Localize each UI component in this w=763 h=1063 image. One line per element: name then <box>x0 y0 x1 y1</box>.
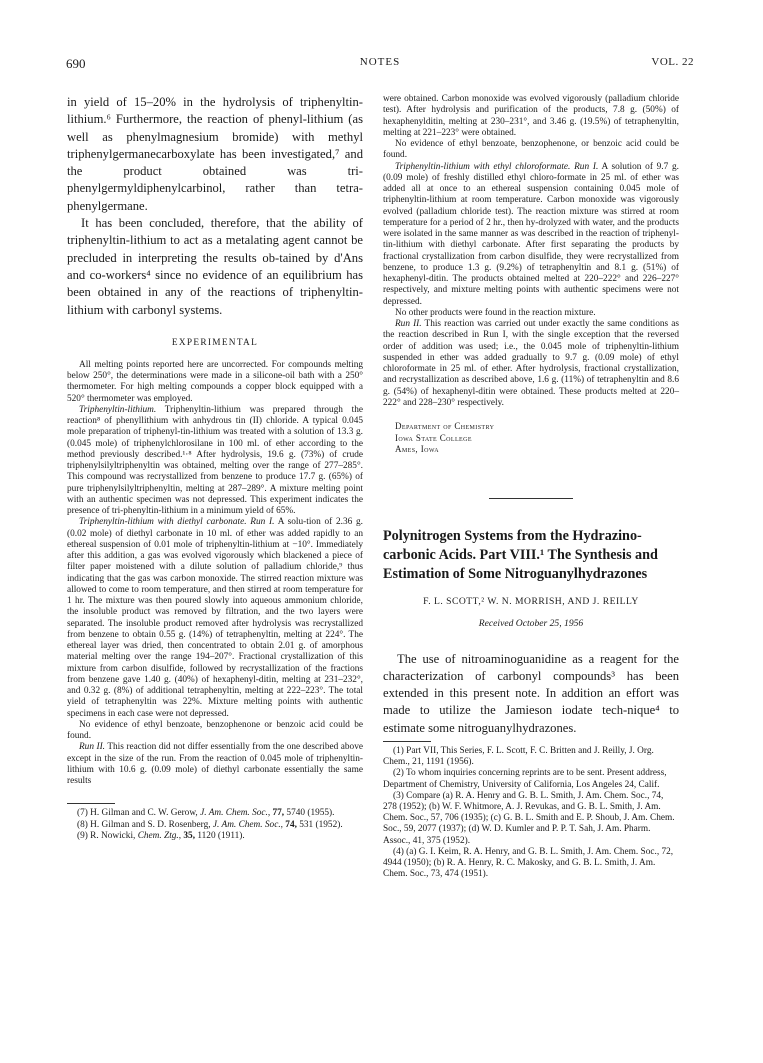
footnote-rule <box>67 803 115 804</box>
paragraph-text: This reaction did not differ essentially from the one described above except in the size of the run. From the reaction of 0.045 mole of triphenyltin-lithium with 10.6 g. (0.09 mole) of diethyl carbonate essentially the same results <box>67 742 363 787</box>
paragraph-text: Triphenyltin-lithium was prepared through the reaction⁸ of phenyllithium with anhydrous tin (II) chloride. A typical 0.045 mole preparation of triphenyl-tin-lithium was treated with a solution of 13.3 g. (0.045 mole) of triphenylchlorosilane in 100 ml. of ether according to the method previously described.¹·⁸ After hydrolysis, 19.6 g. (73%) of crude triphenylsilyltriphenyltin was obtained, melting over the range of 277–285°. This compound was recrystallized from benzene to produce 17.7 g. (65%) of pure triphenylsilyltriphenyltin, melting at 287–289°. A mixture melting point with an authentic specimen was not depressed. This experiment indicates the presence of tri-phenyltin-lithium in a minimum yield of 65%. <box>67 404 363 517</box>
address-line: Iowa State College <box>395 432 472 443</box>
address-line: Department of Chemistry <box>395 421 495 431</box>
footnote: (1) Part VII, This Series, F. L. Scott, F. C. Britten and J. Reilly, J. Org. Chem., 21, 1191 (1956). <box>383 745 654 768</box>
volume-label: VOL. 22 <box>651 56 694 68</box>
run-label: Run II. <box>395 319 422 329</box>
section-heading: EXPERIMENTAL <box>171 337 259 348</box>
paragraph <box>67 405 363 518</box>
footnote: (4) (a) G. I. Keim, R. A. Henry, and G. B. L. Smith, J. Am. Chem. Soc., 72, 4944 (1950); (b) R. A. Henry, R. C. Makosky, and G. B. L. Smith, J. Am. Chem. Soc., 73, 474 (1951). <box>383 846 674 880</box>
paragraph-text: A solution of 9.7 g. (0.09 mole) of freshly distilled ethyl chloro-formate in 25 ml. of ether was added all at once to an ethereal suspension containing 0.045 mole of triphenyltin-lithium at room temperature. Carbon monoxide was vigorously evolved (palladium chloride test). The reaction mixture was stirred at room temperature for a period of 2 hr., then hy-drolyzed with water, and the products were isolated in the same manner as was described in the reaction of triphenyl-tin-lithium with diethyl carbonate. After first separating the products by fractional crystallization from carbon disulfide, they were recrystallized from benzene, to produce 1.3 g. (9.2%) of tetraphenyltin and 8.1 g. (51%) of hexaphenyl-ditin. The products obtained melted at 220–222° and 226–227° respectively, and mixture melting points with authentic specimens were not depressed. <box>383 161 679 307</box>
paragraph-text: This reaction was carried out under exactly the same conditions as the reaction described in Run I, with the single exception that the reversed order of addition was used; i.e., the 0.045 mole of triphenyltin-lithium suspended in ether was added gradually to 9.7 g. (0.09 mole) of ethyl chloroformate in 25 ml. of ether. After hydrolysis, fractional crystallization, and recrystallization as described above, 1.6 g. (11%) of tetraphenyltin and 8.6 g. (54%) of hexaphenyl-ditin were obtained. These products melted at 220–222° and 228–230° respectively. <box>383 319 679 408</box>
article-title: Polynitrogen Systems from the Hydrazino-carbonic Acids. Part VIII.¹ The Synthesis and Estimation of Some Nitroguanylhydrazones <box>383 527 658 582</box>
abstract-paragraph: The use of nitroaminoguanidine as a reagent for the characterization of carbonyl compounds³ has been extended in this present note. In addition an effort was made to utilize the Jamieson iodate tech-nique⁴ to estimate some nitroguanylhydrazones. <box>383 651 679 735</box>
footnote-rule <box>383 741 431 742</box>
article-separator <box>489 498 573 499</box>
paragraph <box>383 162 679 308</box>
footnote: (2) To whom inquiries concerning reprints are to be sent. Present address, Department of Chemistry, University of California, Los Angeles 24, Calif. <box>383 768 667 790</box>
page-number: 690 <box>66 56 86 71</box>
paragraph <box>67 517 363 720</box>
footnote: (8) H. Gilman and S. D. Rosenberg, J. Am. Chem. Soc., 74, 531 (1952). <box>77 819 343 830</box>
received-date: Received October 25, 1956 <box>478 617 584 629</box>
paragraph: were obtained. Carbon monoxide was evolved vigorously (palladium chloride test). After hydrolysis and purification of the products, 7.8 g. (50%) of hexaphenylditin, melting at 230–231°, and 3.46 g. (19.5%) of tetraphenyltin, melting at 221–223° were obtained. <box>383 94 679 138</box>
run-label: Triphenyltin-lithium with ethyl chloroformate. Run I. <box>395 161 599 172</box>
run-label: Triphenyltin-lithium with diethyl carbonate. Run I. <box>79 517 275 528</box>
run-label: Run II. <box>79 742 105 753</box>
address-line: Ames, Iowa <box>395 444 439 454</box>
right-column <box>383 94 679 880</box>
authors: F. L. SCOTT,² W. N. MORRISH, AND J. REILLY <box>423 595 639 607</box>
paragraph <box>67 742 363 787</box>
paragraph: It has been concluded, therefore, that the ability of triphenyltin-lithium to act as a metalating agent cannot be precluded in interpreting the results ob-tained by d'Ans and co-workers⁴ since no evidence of an equilibrium has been obtained in any of the reactions of triphenyltin-lithium with carbonyl systems. <box>67 216 363 317</box>
footnote: (3) Compare (a) R. A. Henry and G. B. L. Smith, J. Am. Chem. Soc., 74, 278 (1952); (b) W. F. Whitmore, A. J. Revukas, and G. B. L. Smith, J. Am. Chem. Soc., 57, 706 (1935); (c) G. B. L. Smith and E. P. Shoub, J. Am. Chem. Soc., 59, 2077 (1937); (d) W. D. Kumler and P. P. T. Sah, J. Am. Pharm. Assoc., 41, 375 (1952). <box>383 790 675 846</box>
running-title: NOTES <box>359 56 401 68</box>
paragraph: All melting points reported here are uncorrected. For compounds melting below 250°, the determinations were made in a silicone-oil bath with a 250° thermometer. For high melting compounds a copper block equipped with a 520° thermometer was employed. <box>67 359 363 404</box>
paragraph: in yield of 15–20% in the hydrolysis of triphenyltin-lithium.⁶ Furthermore, the reaction of phenyl-lithium (as well as phenylmagnesium bromide) with methyl triphenylgermanecarboxylate has been investigated,⁷ and the product obtained was tri-phenylgermyldiphenylcarbinol, rather than tetra-phenylgermane. <box>67 95 363 213</box>
paragraph-text: A solu-tion of 2.36 g. (0.02 mole) of diethyl carbonate in 10 ml. of ether was added rapidly to an ethereal suspension of 0.01 mole of triphenyltin-lithium at −10°. Immediately after this addition, a gas was evolved vigorously which blackened a piece of filter paper moistened with a dilute solution of palladium chloride,⁹ thus indicating that the gas was carbon monoxide. The stirred reaction mixture was allowed to come to room temperature, and then stirred at room temperature for 1 hr. The mixture was then poured slowly into aqueous ammonium chloride, the insoluble product was removed by filtration, and the two layers were separated. The insoluble product removed after hydrolysis was recrystallized from benzene to obtain 0.55 g. (14%) of tetraphenyltin, melting at 224°. The ethereal layer was dried, then concentrated to obtain 2.01 g. of amorphous material melting over the range 194–207°. Fractional crystallization of this mixture from carbon disulfide, followed by recrystallization of the fractions from benzene gave 1.40 g. (40%) of hexaphenyl-ditin, melting at 231–232°, and 0.32 g. (8%) of additional tetraphenyltin, melting at 222–223°. The total yield of tetraphenyltin was 22%. Mixture melting points with authentic specimens in each case were not depressed. <box>67 517 364 719</box>
page-header <box>66 56 694 74</box>
paragraph: No evidence of ethyl benzoate, benzophenone, or benzoic acid could be found. <box>383 139 679 161</box>
left-column <box>67 94 363 842</box>
run-label: Triphenyltin-lithium. <box>79 404 157 415</box>
footnote: (7) H. Gilman and C. W. Gerow, J. Am. Chem. Soc., 77, 5740 (1955). <box>77 808 335 819</box>
paragraph: No evidence of ethyl benzoate, benzophenone or benzoic acid could be found. <box>67 719 363 742</box>
footnote: (9) R. Nowicki, Chem. Ztg., 35, 1120 (1911). <box>77 830 245 841</box>
affiliation-address <box>395 421 679 456</box>
paragraph <box>383 319 679 409</box>
paragraph: No other products were found in the reaction mixture. <box>395 307 596 318</box>
